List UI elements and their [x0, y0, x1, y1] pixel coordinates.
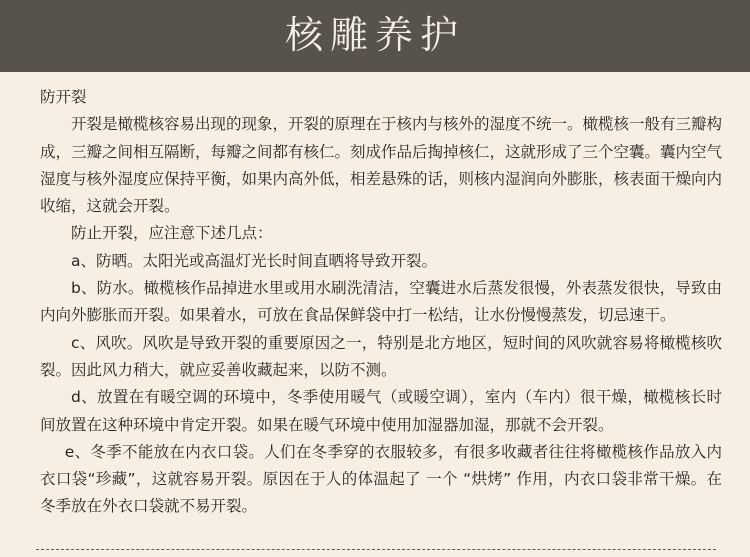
list-item-c: c、风吹。风吹是导致开裂的重要原因之一，特别是北方地区，短时间的风吹就容易将橄榄核吹裂。因此风力稍大，就应妥善收藏起来，以防不测。 — [40, 333, 722, 379]
intro-paragraph: 开裂是橄榄核容易出现的现象，开裂的原理在于核内与核外的湿度不统一。橄榄核一般有三瓣构成，三瓣之间相互隔断，每瓣之间都有核仁。刻成作品后掏掉核仁，这就形成了三个空囊。囊内空气湿度与核外湿度应保持平衡，如果内高外低，相差悬殊的话，则核内湿润向外膨胀，核表面干燥向内收缩，这就会开裂。 — [40, 115, 723, 216]
page-title: 核雕养护 — [284, 13, 465, 57]
list-item-a: a、防晒。太阳光或高温灯光长时间直晒将导致开裂。 — [71, 251, 438, 270]
list-item-d: d、放置在有暖空调的环境中，冬季使用暖气（或暖空调），室内（车内）很干燥，橄榄核长时间放置在这种环境中肯定开裂。如果在暖气环境中使用加湿器加湿，那就不会开裂。 — [40, 388, 722, 434]
list-item-e: e、冬季不能放在内衣口袋。人们在冬季穿的衣服较多，有很多收藏者往往将橄榄核作品放入内衣口袋“珍藏”，这就容易开裂。原因在于人的体温起了 一个 “烘烤” 作用，内衣口袋非常干燥。在冬季放在外衣口袋就不易开裂。 — [40, 442, 722, 516]
list-item-b: b、防水。橄榄核作品掉进水里或用水刷洗清洁，空囊进水后蒸发很慢，外表蒸发很快，导致由内向外膨胀而开裂。如果着水，可放在食品保鲜袋中打一松结，让水份慢慢蒸发，切忌速干。 — [40, 279, 722, 325]
lead-paragraph: 防止开裂，应注意下述几点： — [71, 224, 273, 243]
bottom-divider — [36, 549, 716, 550]
title-banner — [0, 0, 750, 72]
section-heading: 防开裂 — [40, 88, 87, 106]
article-body — [40, 84, 722, 521]
